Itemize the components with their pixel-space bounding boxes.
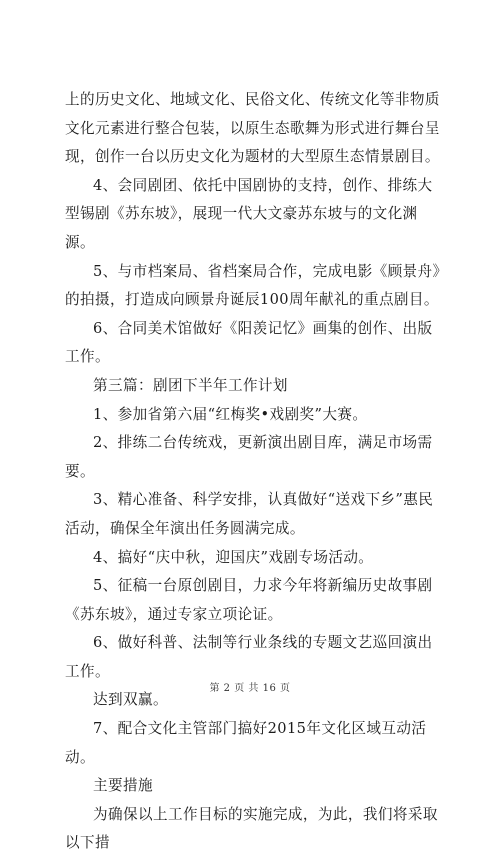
- plan-item-6: 6、做好科普、法制等行业条线的专题文艺巡回演出工作。: [65, 634, 433, 680]
- page-number-footer: 第 2 页 共 16 页: [209, 683, 291, 694]
- document-body: [65, 86, 441, 858]
- measures-heading: 主要措施: [93, 777, 153, 795]
- paragraph-item-5: 5、与市档案局、省档案局合作，完成电影《顾景舟》的拍摄，打造成向顾景舟诞辰100周年献礼的重点剧目。: [65, 262, 441, 309]
- paragraph-item-6: 6、合同美术馆做好《阳羡记忆》画集的创作、出版工作。: [65, 319, 433, 366]
- plan-item-6-continued: 达到双赢。: [93, 691, 168, 709]
- plan-item-5: 5、征稿一台原创剧目，力求今年将新编历史故事剧《苏东坡》，通过专家立项论证。: [65, 577, 433, 623]
- section-heading: 第三篇：剧团下半年工作计划: [93, 376, 288, 394]
- plan-item-4: 4、搞好“庆中秋，迎国庆”戏剧专场活动。: [93, 548, 374, 566]
- paragraph-continuation: 上的历史文化、地域文化、民俗文化、传统文化等非物质文化元素进行整合包装，以原生态歌舞为形式进行舞台呈现，创作一台以历史文化为题材的大型原生态情景剧目。: [65, 91, 440, 166]
- plan-item-2: 2、排练二台传统戏，更新演出剧目库，满足市场需要。: [65, 434, 433, 480]
- plan-item-3: 3、精心准备、科学安排，认真做好“送戏下乡”惠民活动，确保全年演出任务圆满完成。: [65, 491, 434, 537]
- plan-item-1: 1、参加省第六届“红梅奖•戏剧奖”大赛。: [93, 405, 368, 423]
- measures-intro: 为确保以上工作目标的实施完成，为此，我们将采取以下措: [65, 805, 438, 852]
- plan-item-7: 7、配合文化主管部门搞好2015年文化区域互动活动。: [65, 720, 427, 766]
- paragraph-item-4: 4、会同剧团、依托中国剧协的支持，创作、排练大型锡剧《苏东坡》，展现一代大文豪苏东坡与的文化渊源。: [65, 176, 433, 251]
